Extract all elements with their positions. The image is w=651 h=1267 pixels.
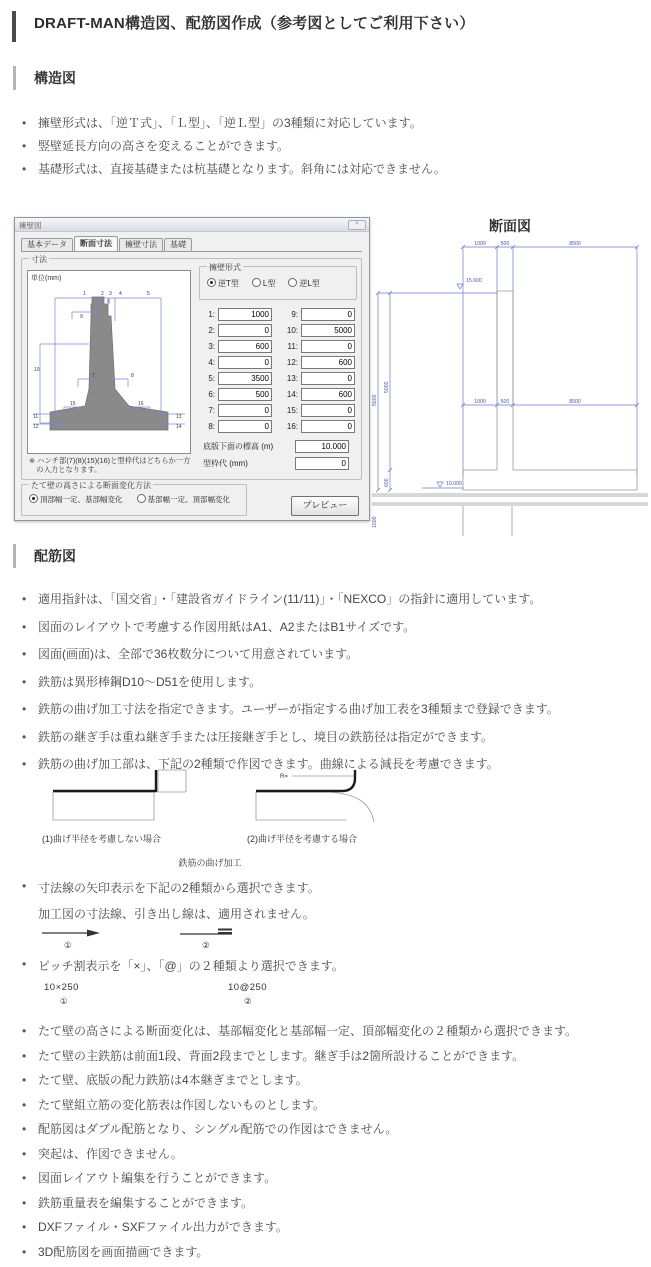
bullet-text: 図面のレイアウトで考慮する作図用紙はA1、A2またはB1サイズです。 bbox=[38, 619, 416, 634]
section-heading-haikin: 配筋図 bbox=[34, 548, 76, 564]
bullet-text: DXFファイル・SXFファイル出力ができます。 bbox=[38, 1220, 288, 1234]
radio-label: L型 bbox=[262, 279, 276, 288]
radio-icon bbox=[137, 494, 146, 503]
field-no: 6: bbox=[208, 389, 215, 399]
arrowhead bbox=[87, 930, 100, 937]
radio-icon bbox=[288, 278, 297, 287]
note-line: ※ ハンチ部(7)(8)(15)(16)と型枠代はどちらか一方 bbox=[29, 456, 191, 465]
bend-figure-with-radius bbox=[248, 768, 398, 826]
arrow-option-2-label: ② bbox=[202, 940, 210, 950]
bullet-item bbox=[20, 1220, 577, 1235]
rebar-line bbox=[53, 770, 156, 791]
haikin-bullet-list bbox=[20, 592, 559, 785]
radio-icon bbox=[29, 494, 38, 503]
rebar-line bbox=[256, 770, 355, 791]
dim-input-3[interactable] bbox=[218, 340, 272, 353]
bullet-item bbox=[20, 1049, 577, 1064]
bullet-item bbox=[20, 1122, 577, 1137]
pitch-example-2: 10@250 bbox=[228, 982, 268, 993]
field-row bbox=[201, 338, 355, 354]
field-no: 5: bbox=[208, 373, 215, 383]
dim-input-9[interactable] bbox=[301, 308, 355, 321]
dim-input-1[interactable] bbox=[218, 308, 272, 321]
dialog-tabs bbox=[21, 237, 193, 251]
field-no: 14: bbox=[286, 389, 298, 399]
elevation-label: 底版下面の標高 (m) bbox=[203, 442, 274, 451]
bullet-text: 擁壁形式は、「逆Ｔ式」、「Ｌ型」、「逆Ｌ型」の3種類に対応しています。 bbox=[38, 116, 422, 130]
bullet-item bbox=[20, 1147, 577, 1162]
elevation-markers bbox=[437, 284, 463, 487]
dim-text: 1000 bbox=[372, 516, 378, 528]
wall-outline bbox=[372, 291, 648, 536]
radio-label: 基部幅一定、頂部幅変化 bbox=[147, 495, 230, 504]
cross-section-drawing bbox=[372, 238, 651, 540]
bullet-item bbox=[20, 139, 446, 154]
figure-thin-lines bbox=[53, 770, 186, 820]
dim-input-8[interactable] bbox=[218, 420, 272, 433]
wall-diagram-panel bbox=[27, 270, 191, 454]
bend-figure-no-radius bbox=[45, 768, 195, 826]
bullet-item bbox=[20, 1171, 577, 1186]
dim-input-11[interactable] bbox=[301, 340, 355, 353]
dialog-note bbox=[29, 456, 204, 474]
radio-label: 逆T型 bbox=[218, 279, 239, 288]
arrow-subline: 加工図の寸法線、引き出し線は、適用されません。 bbox=[38, 907, 315, 921]
dim-input-2[interactable] bbox=[218, 324, 272, 337]
elevation-text-bottom: 10.000 bbox=[446, 481, 462, 487]
field-no: 15: bbox=[286, 405, 298, 415]
field-row bbox=[201, 386, 355, 402]
radio-gyaku-l[interactable] bbox=[288, 278, 319, 289]
bullet-text: 適用指針は、「国交省」・「建設省ガイドライン(11/11)」・「NEXCO」の指針に適用しています。 bbox=[38, 592, 542, 606]
field-no: 1: bbox=[208, 309, 215, 319]
dim-label: 5 bbox=[147, 291, 150, 297]
field-no: 9: bbox=[291, 309, 298, 319]
field-no: 4: bbox=[208, 357, 215, 367]
dim-text: 5600 bbox=[372, 394, 378, 406]
dim-input-5[interactable] bbox=[218, 372, 272, 385]
wall-diagram bbox=[28, 271, 190, 453]
dim-input-14[interactable] bbox=[301, 388, 355, 401]
formwork-label: 型枠代 (mm) bbox=[203, 459, 248, 468]
dim-label: 16 bbox=[138, 401, 144, 407]
bullet-item bbox=[20, 592, 559, 607]
elevation-row bbox=[203, 440, 349, 453]
dim-label: 14 bbox=[176, 424, 182, 430]
unit-label: 単位(mm) bbox=[31, 275, 62, 282]
bullet-item bbox=[20, 1024, 577, 1039]
bullet-item bbox=[20, 702, 559, 717]
bullet-item bbox=[20, 1245, 577, 1260]
bullet-text: ピッチ割表示を「×」、「@」の２種類より選択できます。 bbox=[38, 959, 344, 973]
bullet-item bbox=[20, 1098, 577, 1113]
field-no: 11: bbox=[287, 341, 298, 351]
section-accent-bar bbox=[13, 544, 16, 568]
field-row bbox=[201, 370, 355, 386]
dim-input-10[interactable] bbox=[301, 324, 355, 337]
dim-label: 9 bbox=[80, 314, 83, 320]
arrow-style-2 bbox=[180, 928, 242, 938]
tick-mark bbox=[218, 932, 232, 934]
dim-text: 1000 bbox=[474, 399, 486, 405]
arrow-bullet bbox=[20, 879, 320, 896]
radio-gyaku-t[interactable] bbox=[207, 278, 239, 289]
section-heading-kouzou: 構造図 bbox=[34, 70, 76, 86]
note-line: の入力となります。 bbox=[29, 465, 102, 474]
tab-basic-data[interactable]: 基本データ bbox=[21, 238, 73, 251]
bullet-text: 基礎形式は、直接基礎または杭基礎となります。斜角には対応できません。 bbox=[38, 162, 446, 176]
dim-label: 1 bbox=[83, 291, 86, 297]
bullet-text: たて壁の主鉄筋は前面1段、背面2段までとします。継ぎ手は2箇所設けることができます。 bbox=[38, 1048, 525, 1063]
bullet-text: たて壁の高さによる断面変化は、基部幅変化と基部幅一定、頂部幅変化の２種類から選択できます。 bbox=[38, 1024, 578, 1038]
field-row bbox=[201, 402, 355, 418]
dialog-title: 擁壁図 bbox=[19, 221, 42, 230]
radio-icon bbox=[207, 278, 216, 287]
formwork-input[interactable] bbox=[295, 457, 349, 470]
radio-label: 頂部幅一定、基部幅変化 bbox=[40, 495, 123, 504]
field-no: 8: bbox=[208, 421, 215, 431]
bullet-text: 鉄筋重量表を編集することができます。 bbox=[38, 1195, 254, 1210]
bullet-text: 寸法線の矢印表示を下記の2種類から選択できます。 bbox=[38, 881, 320, 895]
bullet-item bbox=[20, 647, 559, 662]
bullet-text: 突起は、作図できません。 bbox=[38, 1146, 183, 1161]
formwork-row bbox=[203, 457, 349, 470]
final-bullet-list bbox=[20, 1024, 577, 1267]
dim-text: 8500 bbox=[569, 399, 581, 405]
field-row bbox=[201, 354, 355, 370]
section-change-group-label: たて壁の高さによる断面変化方法 bbox=[31, 481, 151, 490]
radio-label: 逆L型 bbox=[299, 279, 320, 288]
dialog-window bbox=[14, 217, 370, 521]
tab-foundation[interactable]: 基礎 bbox=[164, 238, 192, 251]
bullet-item bbox=[20, 1073, 577, 1088]
dimension-lines bbox=[378, 247, 637, 490]
field-no: 2: bbox=[208, 325, 215, 335]
figure-thin-lines bbox=[256, 776, 374, 822]
dims-group-label: 寸法 bbox=[31, 255, 47, 264]
title-accent-bar bbox=[12, 11, 16, 42]
bullet-text: 3D配筋図を画面描画できます。 bbox=[38, 1244, 209, 1259]
dim-text: 5000 bbox=[384, 381, 390, 393]
wall-type-group-label: 擁壁形式 bbox=[209, 263, 241, 272]
dim-label: 3 bbox=[109, 291, 112, 297]
bullet-item bbox=[20, 730, 559, 745]
dim-label: 12 bbox=[33, 424, 39, 430]
elevation-text-top: 15.600 bbox=[466, 278, 482, 284]
bullet-text: 鉄筋は異形棒鋼D10～D51を使用します。 bbox=[38, 674, 262, 689]
dim-label: 2 bbox=[101, 291, 104, 297]
dim-input-7[interactable] bbox=[218, 404, 272, 417]
dim-label: 15 bbox=[70, 401, 76, 407]
close-icon[interactable]: × bbox=[348, 220, 366, 230]
tick-mark bbox=[218, 929, 232, 931]
field-no: 12: bbox=[286, 357, 298, 367]
dim-input-6[interactable] bbox=[218, 388, 272, 401]
dim-input-16[interactable] bbox=[301, 420, 355, 433]
bullet-item bbox=[20, 620, 559, 635]
tabstrip-line bbox=[21, 251, 362, 252]
bullet-item bbox=[20, 1196, 577, 1211]
tab-wall-dims[interactable]: 擁壁寸法 bbox=[119, 238, 163, 251]
radius-label: R= bbox=[280, 774, 288, 780]
bullet-text: 鉄筋の曲げ加工部は、下記の2種類で作図できます。曲線による減長を考慮できます。 bbox=[38, 757, 499, 771]
bullet-text: 配筋図はダブル配筋となり、シングル配筋での作図はできません。 bbox=[38, 1122, 398, 1136]
pitch-example-1: 10×250 bbox=[44, 982, 79, 993]
field-no: 13: bbox=[286, 373, 298, 383]
dim-text: 1000 bbox=[474, 241, 486, 247]
arrow-style-1 bbox=[42, 928, 104, 938]
tab-section-dims[interactable]: 断面寸法 bbox=[74, 236, 118, 251]
bullet-item bbox=[20, 162, 446, 177]
kouzou-bullet-list bbox=[20, 116, 446, 185]
radio-l[interactable] bbox=[252, 278, 275, 289]
field-no: 7: bbox=[208, 405, 215, 415]
dim-label: 6 bbox=[107, 299, 110, 305]
field-row bbox=[201, 306, 355, 322]
bullet-text: 図面(画面)は、全部で36枚数分について用意されています。 bbox=[38, 647, 359, 661]
radio-icon bbox=[252, 278, 261, 287]
pitch-option-2-label: ② bbox=[244, 996, 252, 1006]
field-no: 3: bbox=[208, 341, 215, 351]
dim-label: 10 bbox=[34, 367, 40, 373]
bullet-item bbox=[20, 116, 446, 131]
bullet-item bbox=[20, 675, 559, 690]
dim-input-13[interactable] bbox=[301, 372, 355, 385]
dim-input-4[interactable] bbox=[218, 356, 272, 369]
wall-type-options bbox=[207, 278, 320, 289]
dimension-ticks bbox=[376, 245, 639, 492]
dim-text: 500 bbox=[500, 241, 510, 247]
field-no: 16: bbox=[286, 421, 298, 431]
dialog-titlebar[interactable] bbox=[15, 218, 369, 232]
dim-label: 13 bbox=[176, 414, 182, 420]
bullet-text: 竪壁延長方向の高さを変えることができます。 bbox=[38, 139, 290, 153]
page-title: DRAFT-MAN構造図、配筋図作成（参考図としてご利用下さい） bbox=[34, 15, 475, 32]
arrow-option-1-label: ① bbox=[64, 940, 72, 950]
field-row bbox=[201, 418, 355, 434]
pitch-bullet bbox=[20, 957, 344, 974]
radio-top-fixed[interactable] bbox=[29, 494, 123, 505]
pitch-option-1-label: ① bbox=[60, 996, 68, 1006]
bend-caption-2: (2)曲げ半径を考慮する場合 bbox=[247, 834, 358, 844]
dimension-fields bbox=[201, 306, 355, 434]
bullet-text: 鉄筋の継ぎ手は重ね継ぎ手または圧接継ぎ手とし、境目の鉄筋径は指定ができます。 bbox=[38, 729, 494, 744]
radio-base-fixed[interactable] bbox=[137, 494, 231, 505]
dim-text: 8500 bbox=[569, 241, 581, 247]
section-accent-bar bbox=[13, 66, 16, 90]
bullet-text: 鉄筋の曲げ加工寸法を指定できます。ユーザーが指定する曲げ加工表を3種類まで登録できます。 bbox=[38, 702, 559, 716]
bend-caption-1: (1)曲げ半径を考慮しない場合 bbox=[42, 834, 162, 844]
bend-figure-label: 鉄筋の曲げ加工 bbox=[178, 858, 242, 868]
dim-label: 8 bbox=[131, 373, 134, 379]
dim-text: 500 bbox=[500, 399, 510, 405]
dim-label: 7 bbox=[92, 373, 95, 379]
bullet-text: たて壁組立筋の変化筋表は作図しないものとします。 bbox=[38, 1097, 326, 1112]
section-change-options bbox=[29, 494, 230, 505]
field-row bbox=[201, 322, 355, 338]
dim-label: 11 bbox=[33, 414, 39, 420]
elevation-input[interactable] bbox=[295, 440, 349, 453]
view-title: 断面図 bbox=[489, 218, 531, 234]
bullet-text: たて壁、底版の配力鉄筋は4本継ぎまでとします。 bbox=[38, 1073, 308, 1087]
bullet-text: 図面レイアウト編集を行うことができます。 bbox=[38, 1171, 277, 1185]
dim-label: 4 bbox=[119, 291, 122, 297]
preview-button[interactable]: プレビュー bbox=[291, 496, 359, 516]
dim-input-15[interactable] bbox=[301, 404, 355, 417]
dim-text: 600 bbox=[384, 478, 390, 487]
dim-input-12[interactable] bbox=[301, 356, 355, 369]
field-no: 10: bbox=[286, 325, 298, 335]
